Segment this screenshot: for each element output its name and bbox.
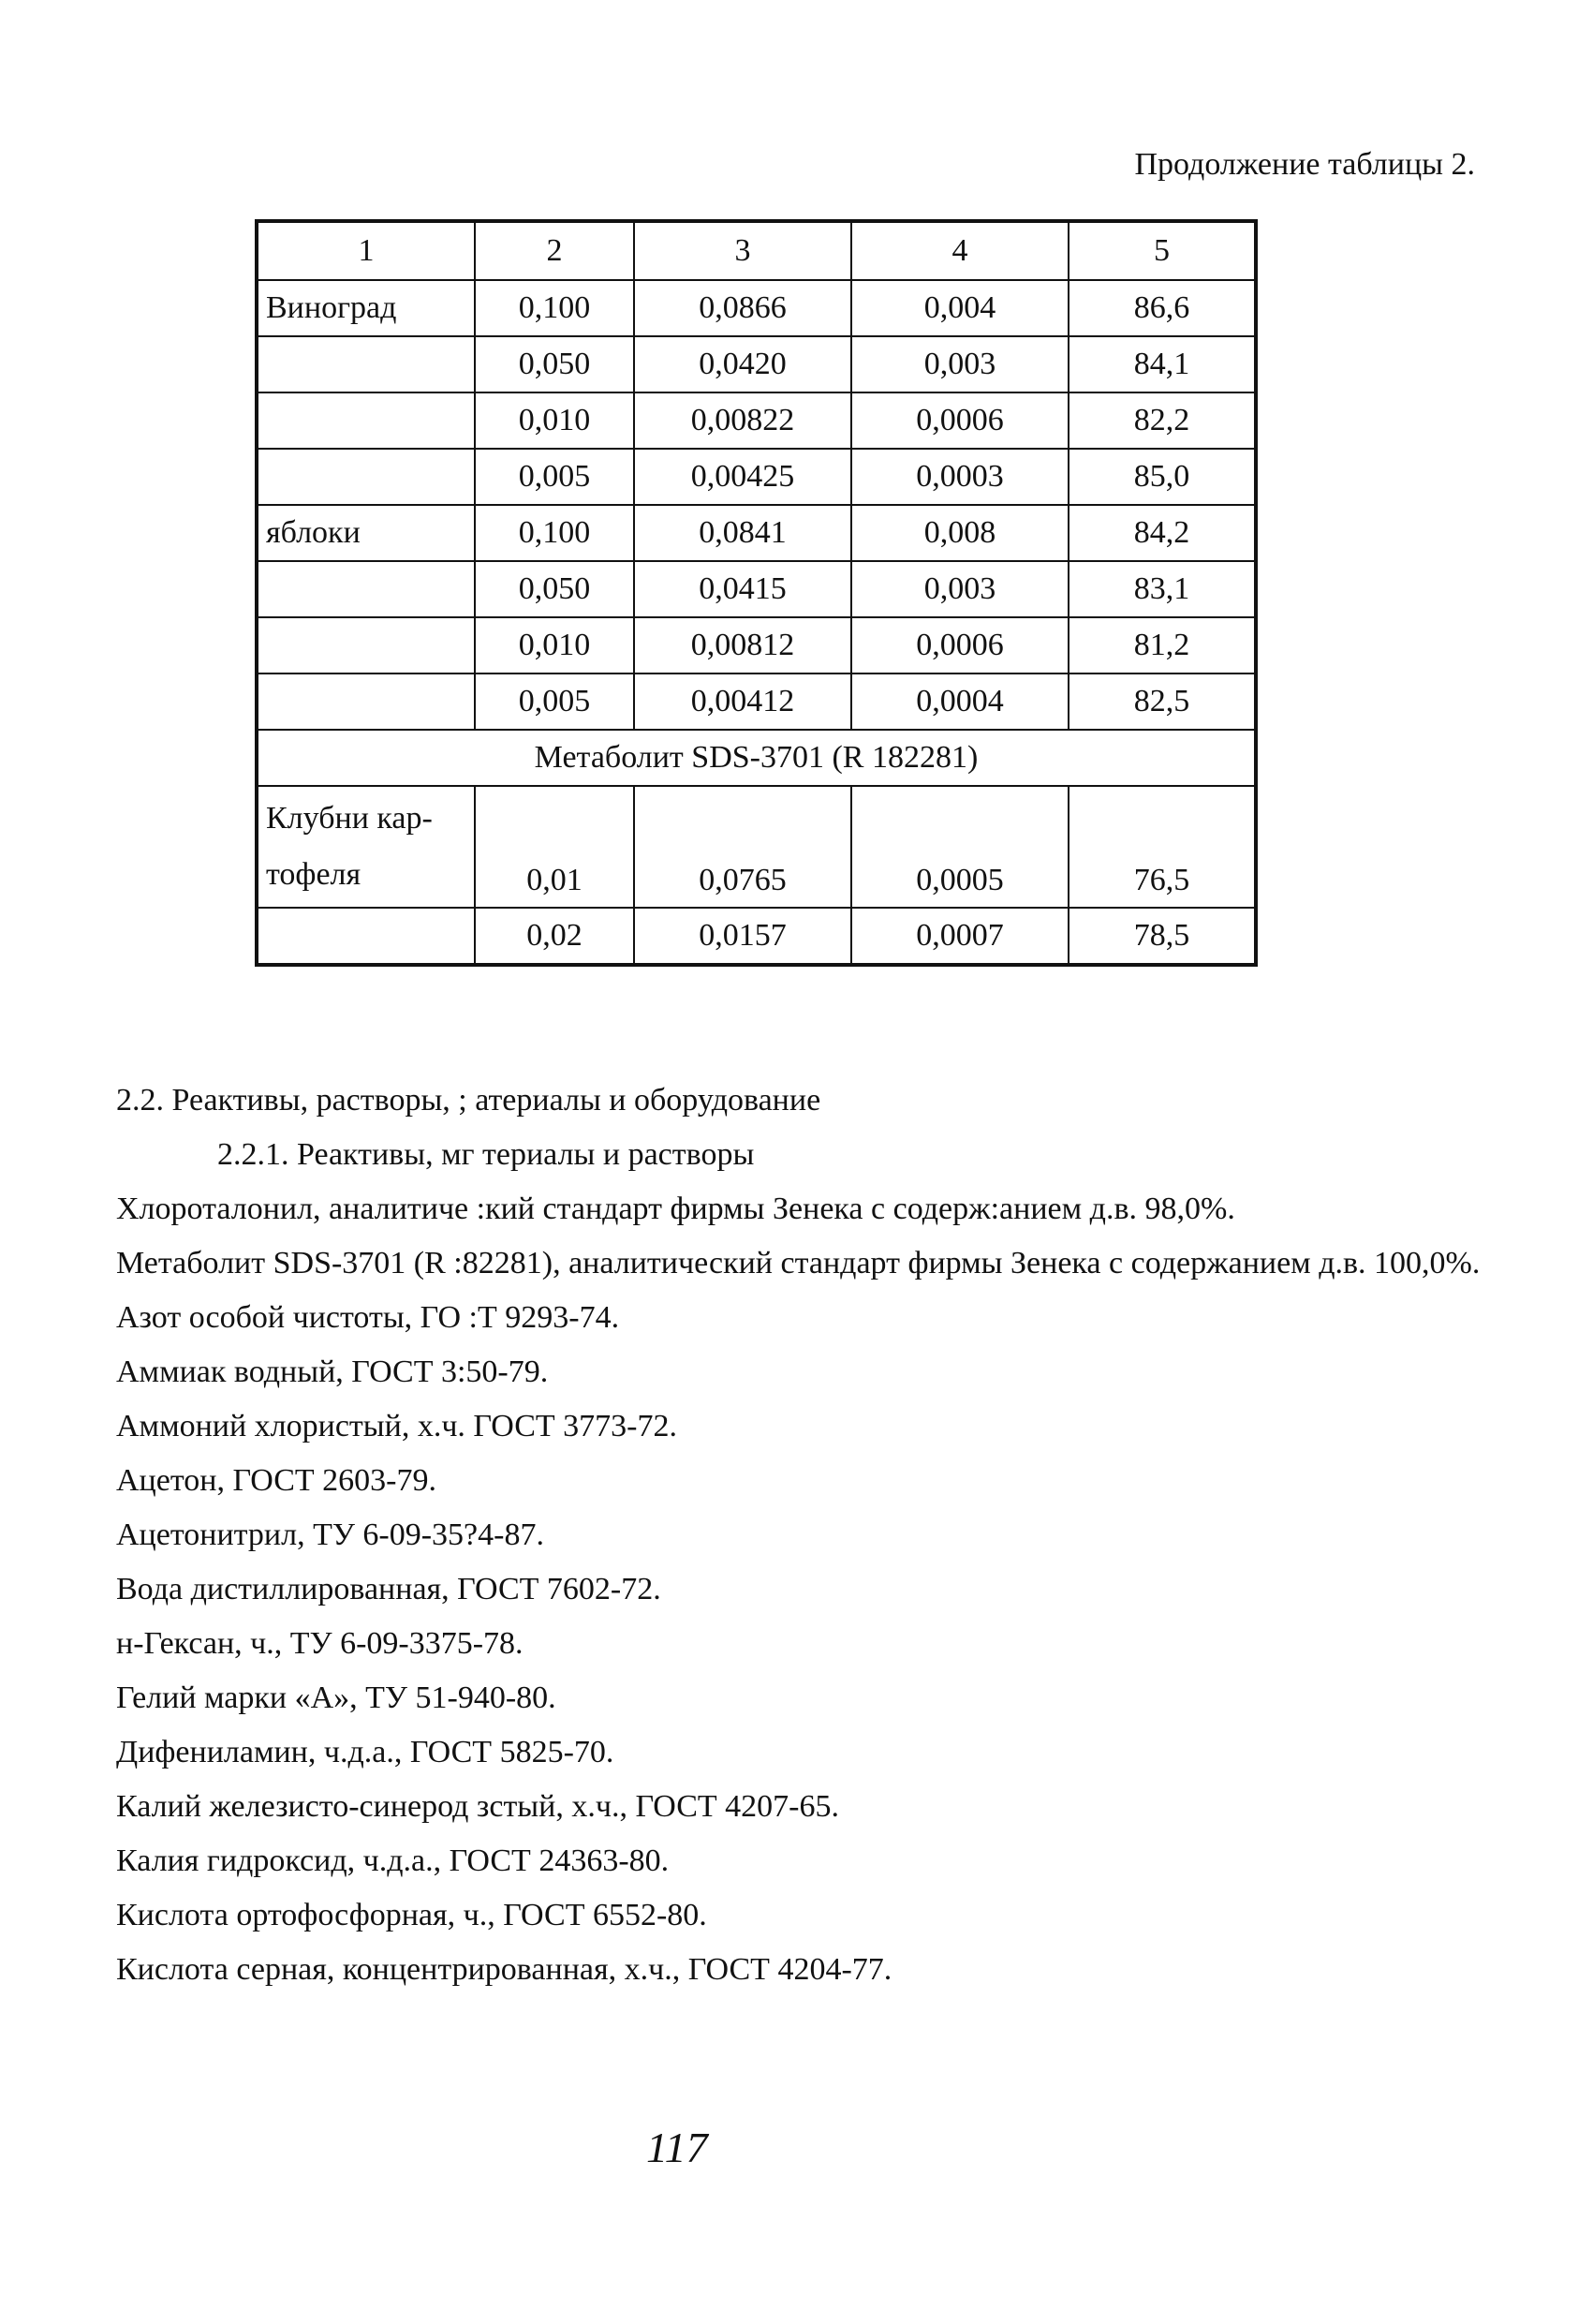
list-item: Ацетонитрил, ТУ 6-09-35?4-87.: [116, 1517, 544, 1552]
list-item: Ацетон, ГОСТ 2603-79.: [116, 1463, 436, 1498]
table-cell: 0,0866: [634, 280, 851, 336]
table-cell: 0,00425: [634, 449, 851, 505]
table-cell: 0,0006: [851, 617, 1069, 674]
table-cell: яблоки: [257, 505, 475, 561]
table-row: [257, 392, 1256, 449]
table-cell: 0,0007: [851, 908, 1069, 965]
table-cell: [257, 336, 475, 392]
table-cell: 0,008: [851, 505, 1069, 561]
table-cell: 0,050: [475, 336, 634, 392]
subsection-heading: 2.2.1. Реактивы, мг териалы и растворы: [217, 1137, 755, 1172]
table-cell: 78,5: [1069, 908, 1256, 965]
section-heading: 2.2. Реактивы, растворы, ; атериалы и оборудование: [116, 1083, 821, 1118]
table-cell: 84,1: [1069, 336, 1256, 392]
list-item: Хлороталонил, аналитиче :кий стандарт фирмы Зенека с содерж:анием д.в. 98,0%.: [116, 1192, 1235, 1226]
table-cell: 0,00812: [634, 617, 851, 674]
table-cell: 86,6: [1069, 280, 1256, 336]
table-cell: 84,2: [1069, 505, 1256, 561]
table-cell: [257, 617, 475, 674]
table-cell: 0,0841: [634, 505, 851, 561]
table-row: [257, 561, 1256, 617]
table-cell: 0,00822: [634, 392, 851, 449]
table-cell: 0,00412: [634, 674, 851, 730]
table-cell: 4: [851, 221, 1069, 280]
table-cell: 82,5: [1069, 674, 1256, 730]
table-row: [257, 908, 1256, 965]
data-table: [255, 219, 1258, 967]
table-cell: 81,2: [1069, 617, 1256, 674]
table-cell: 76,5: [1069, 786, 1256, 908]
table-cell: 0,005: [475, 674, 634, 730]
table-cell: 3: [634, 221, 851, 280]
table-cell: 0,02: [475, 908, 634, 965]
table-row: [257, 786, 1256, 908]
table-cell: 0,010: [475, 617, 634, 674]
table-cell: [257, 392, 475, 449]
table-cell: 0,0006: [851, 392, 1069, 449]
table-cell: 83,1: [1069, 561, 1256, 617]
table-caption: Продолжение таблицы 2.: [1134, 147, 1475, 182]
table-cell: 0,100: [475, 505, 634, 561]
table-cell: 0,0005: [851, 786, 1069, 908]
table-cell: Виноград: [257, 280, 475, 336]
table-cell: [257, 674, 475, 730]
list-item: Гелий марки «А», ТУ 51-940-80.: [116, 1680, 556, 1715]
table-cell: 0,003: [851, 336, 1069, 392]
list-item: Аммиак водный, ГОСТ 3:50-79.: [116, 1354, 549, 1389]
table-cell: 0,0003: [851, 449, 1069, 505]
table-cell: 0,01: [475, 786, 634, 908]
list-item: Калий железисто-синерод зстый, х.ч., ГОСТ 4207-65.: [116, 1789, 839, 1824]
list-item: Калия гидроксид, ч.д.а., ГОСТ 24363-80.: [116, 1843, 670, 1878]
table-row: [257, 617, 1256, 674]
table-cell: 0,0157: [634, 908, 851, 965]
table-cell: 0,050: [475, 561, 634, 617]
table-row: [257, 505, 1256, 561]
list-item: Кислота ортофосфорная, ч., ГОСТ 6552-80.: [116, 1898, 707, 1932]
list-item: н-Гексан, ч., ТУ 6-09-3375-78.: [116, 1626, 524, 1661]
table-cell: 0,004: [851, 280, 1069, 336]
table-cell: [257, 908, 475, 965]
table-cell: 0,0415: [634, 561, 851, 617]
list-item: Дифениламин, ч.д.а., ГОСТ 5825-70.: [116, 1735, 614, 1769]
table-cell: 2: [475, 221, 634, 280]
document-body: [116, 1073, 1502, 1997]
table-row: [257, 674, 1256, 730]
list-item: Азот особой чистоты, ГО :Т 9293-74.: [116, 1300, 620, 1335]
table-cell: 0,005: [475, 449, 634, 505]
list-item: Кислота серная, концентрированная, х.ч., ГОСТ 4204-77.: [116, 1952, 892, 1987]
table-cell: 0,003: [851, 561, 1069, 617]
table-cell: [257, 561, 475, 617]
table-cell: 0,100: [475, 280, 634, 336]
table-cell: 0,010: [475, 392, 634, 449]
table-cell: 85,0: [1069, 449, 1256, 505]
list-item: Аммоний хлористый, х.ч. ГОСТ 3773-72.: [116, 1409, 677, 1443]
table-cell: 0,0420: [634, 336, 851, 392]
table-cell: 0,0765: [634, 786, 851, 908]
table-section-title: Метаболит SDS-3701 (R 182281): [257, 730, 1256, 786]
table-cell: 5: [1069, 221, 1256, 280]
table-cell: 82,2: [1069, 392, 1256, 449]
table-cell: [257, 449, 475, 505]
table-row: [257, 280, 1256, 336]
list-item: Вода дистиллированная, ГОСТ 7602-72.: [116, 1572, 661, 1606]
table-cell: 1: [257, 221, 475, 280]
list-item: Метаболит SDS-3701 (R :82281), аналитический стандарт фирмы Зенека с содержанием д.в. 100,0%.: [116, 1246, 1481, 1280]
table-row: [257, 449, 1256, 505]
page-number: 117: [646, 2124, 708, 2171]
table-cell: Клубни кар-тофеля: [257, 786, 475, 908]
table-cell: 0,0004: [851, 674, 1069, 730]
table-section-row: [257, 730, 1256, 786]
table-row: [257, 336, 1256, 392]
table-header-row: [257, 221, 1256, 280]
